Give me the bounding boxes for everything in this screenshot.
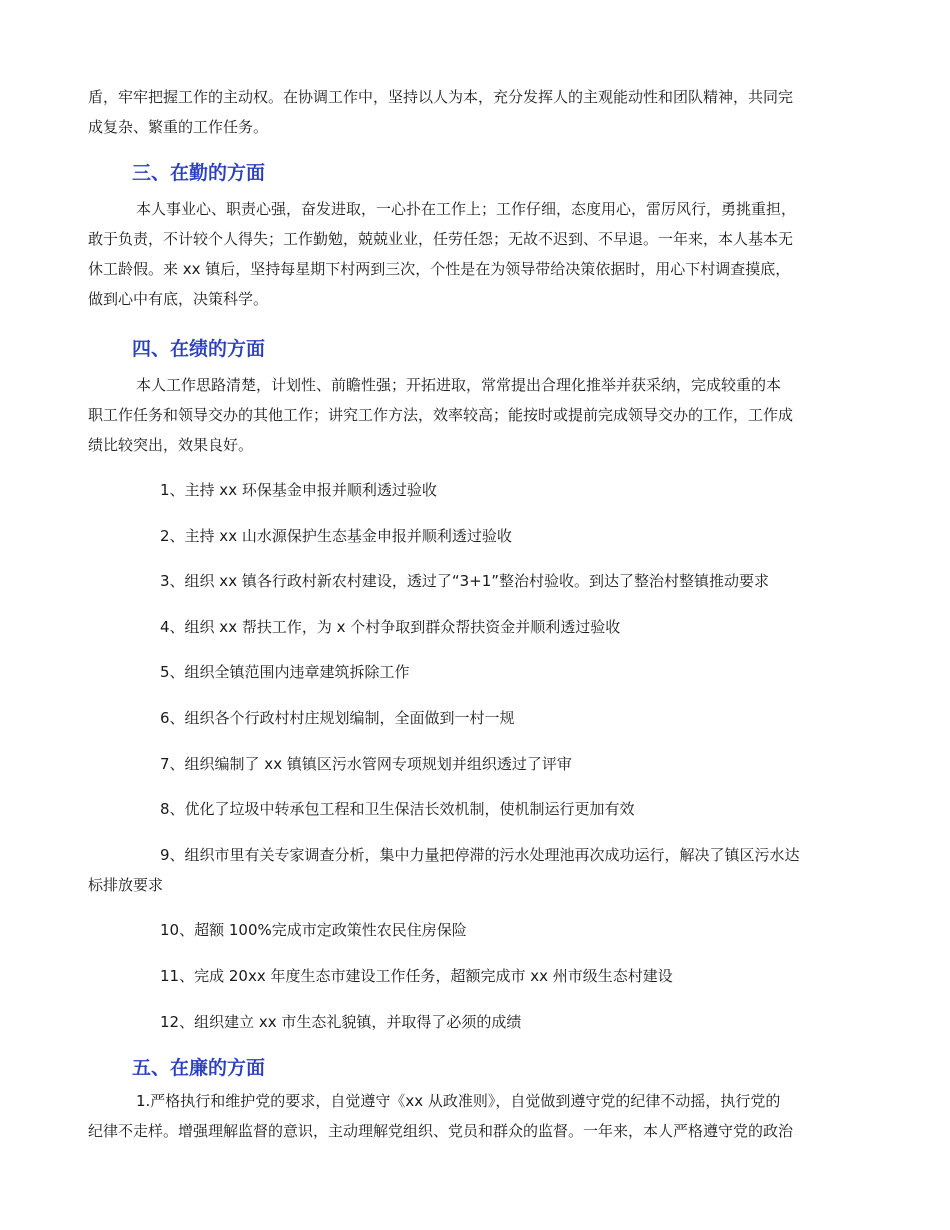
list-item: 1、主持 xx 环保基金申报并顺利透过验收 — [160, 481, 437, 499]
section-heading-integrity: 五、在廉的方面 — [132, 1056, 266, 1079]
intro-paragraph — [88, 82, 868, 142]
performance-paragraph — [88, 370, 868, 460]
text-line: 敢于负责，不计较个人得失；工作勤勉，兢兢业业，任劳任怨；无故不迟到、不早退。一年来，本人基本无 — [88, 230, 794, 248]
list-item: 10、超额 100%完成市定政策性农民住房保险 — [160, 921, 467, 940]
text-line: 休工龄假。来 xx 镇后，坚持每星期下村两到三次，个性是在为领导带给决策依据时，用心下村调查摸底， — [88, 260, 791, 278]
list-item: 2、主持 xx 山水源保护生态基金申报并顺利透过验收 — [160, 526, 512, 545]
section-heading-diligence: 三、在勤的方面 — [132, 162, 266, 184]
text-line: 标排放要求 — [88, 875, 164, 894]
list-item — [88, 840, 868, 900]
list-item: 8、优化了垃圾中转承包工程和卫生保洁长效机制，使机制运行更加有效 — [160, 800, 635, 819]
text-line: 职工作任务和领导交办的其他工作；讲究工作方法，效率较高；能按时或提前完成领导交办的工作，工作成 — [88, 406, 794, 424]
text-line: 成复杂、繁重的工作任务。 — [88, 118, 269, 136]
section-heading-performance: 四、在绩的方面 — [132, 338, 266, 360]
text-line: 本人工作思路清楚，计划性、前瞻性强；开拓进取，常常提出合理化推举并获采纳，完成较重的本 — [136, 376, 782, 394]
list-item: 6、组织各个行政村村庄规划编制，全面做到一村一规 — [160, 708, 515, 727]
list-item: 11、完成 20xx 年度生态市建设工作任务，超额完成市 xx 州市级生态村建设 — [160, 966, 673, 985]
text-line: 1.严格执行和维护党的要求，自觉遵守《xx 从政准则》，自觉做到遵守党的纪律不动摇，执行党的 — [136, 1091, 781, 1110]
text-line: 9、组织市里有关专家调查分析，集中力量把停滞的污水处理池再次成功运行，解决了镇区污水达 — [160, 845, 800, 864]
text-line: 绩比较突出，效果良好。 — [88, 436, 254, 454]
list-item: 12、组织建立 xx 市生态礼貌镇，并取得了必须的成绩 — [160, 1012, 522, 1031]
list-item: 5、组织全镇范围内违章建筑拆除工作 — [160, 663, 410, 682]
list-item: 3、组织 xx 镇各行政村新农村建设，透过了“3+1”整治村验收。到达了整治村整镇推动要求 — [160, 572, 770, 591]
diligence-paragraph — [88, 194, 868, 314]
text-line: 纪律不走样。增强理解监督的意识，主动理解党组织、党员和群众的监督。一年来，本人严格遵守党的政治 — [88, 1121, 794, 1140]
text-line: 做到心中有底，决策科学。 — [88, 290, 269, 308]
achievement-list — [88, 475, 868, 1037]
list-item: 4、组织 xx 帮扶工作，为 x 个村争取到群众帮扶资金并顺利透过验收 — [160, 617, 621, 636]
document-body — [88, 82, 868, 1146]
text-line: 本人事业心、职责心强，奋发进取，一心扑在工作上；工作仔细，态度用心，雷厉风行，勇挑重担， — [136, 200, 797, 218]
text-line: 盾，牢牢把握工作的主动权。在协调工作中，坚持以人为本，充分发挥人的主观能动性和团队精神，共同完 — [88, 88, 794, 106]
list-item: 7、组织编制了 xx 镇镇区污水管网专项规划并组织透过了评审 — [160, 754, 572, 773]
integrity-paragraph — [88, 1086, 868, 1146]
